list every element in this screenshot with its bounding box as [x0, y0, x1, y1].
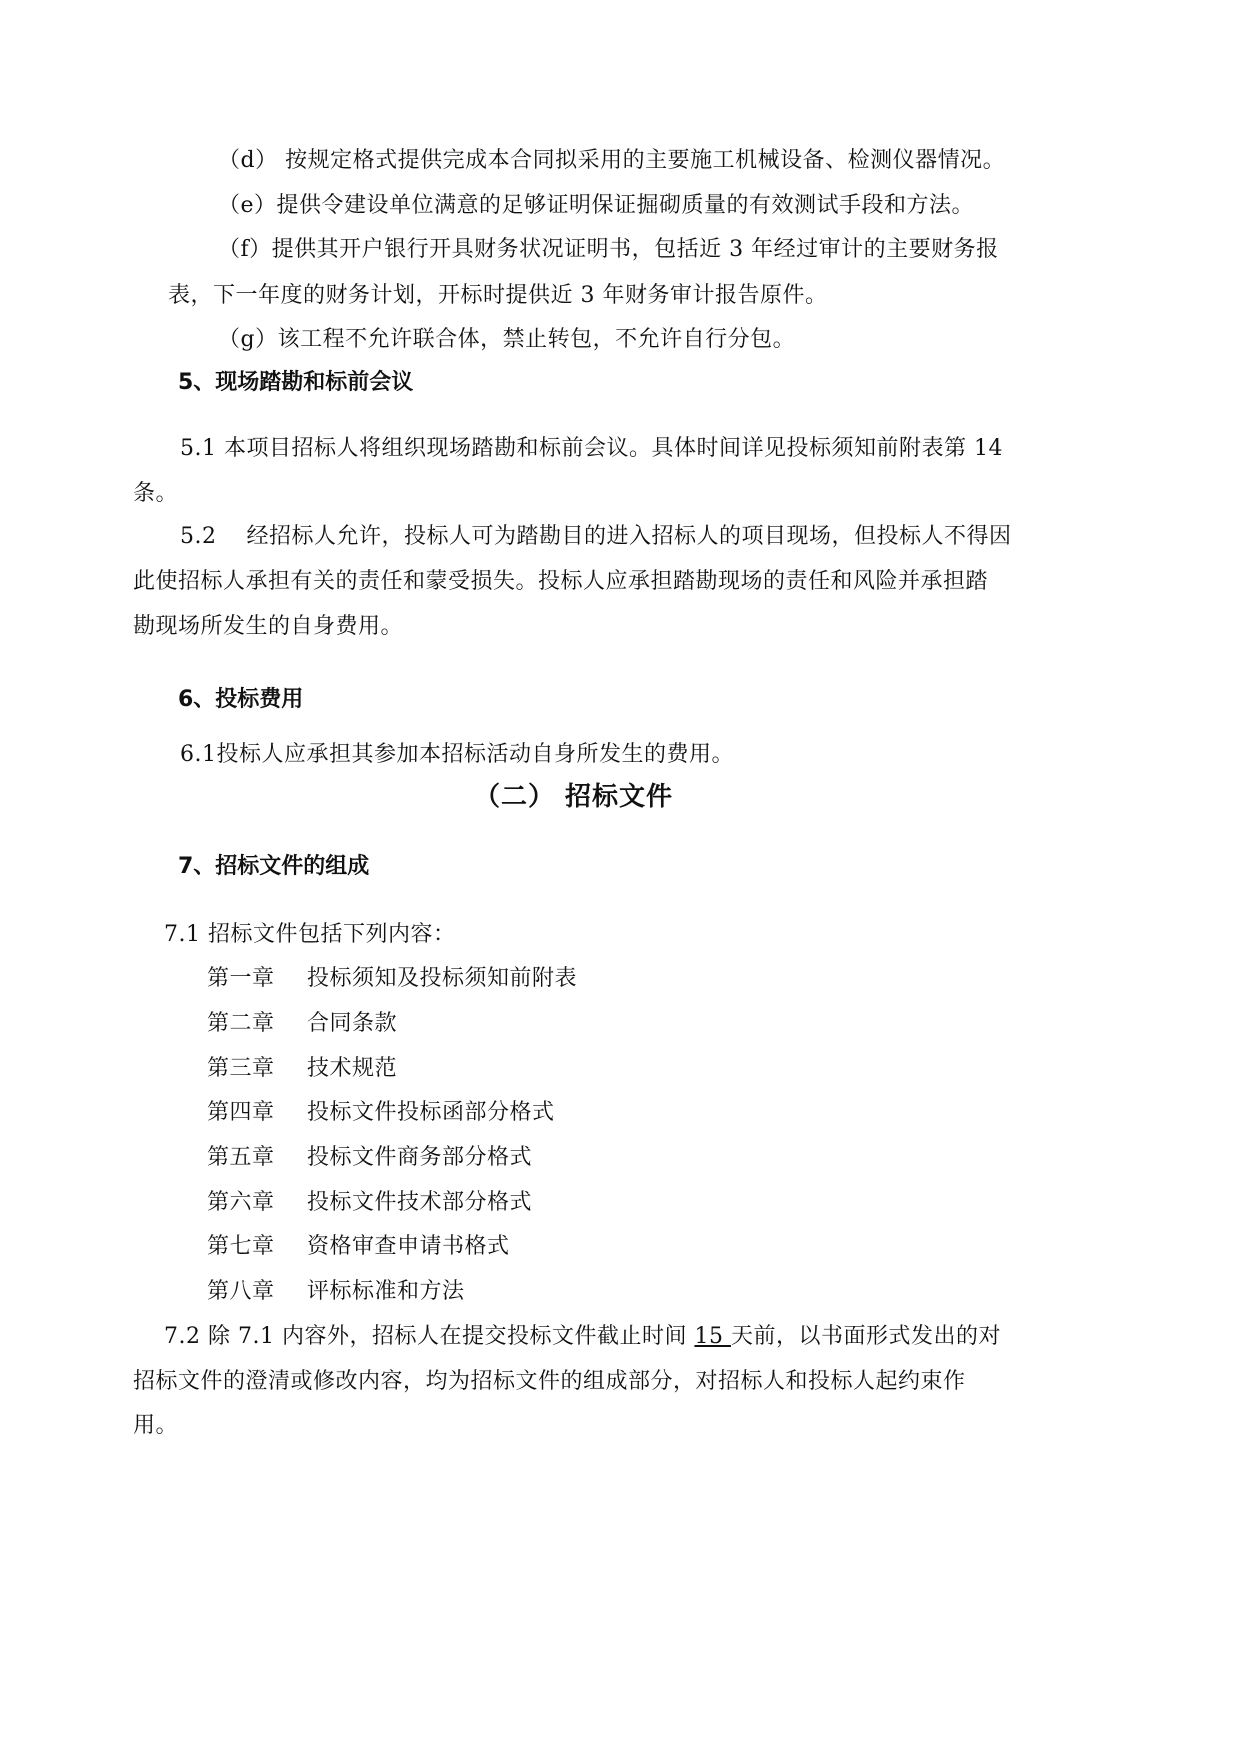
chapter-title: 投标文件技术部分格式 [307, 1190, 533, 1215]
para-7-2-line2: 招标文件的澄清或修改内容，均为招标文件的组成部分，对招标人和投标人起约束作 [133, 1369, 966, 1394]
chapter-list-item [207, 964, 577, 994]
para-7-2-line3: 用。 [133, 1413, 179, 1438]
item-g: （g）该工程不允许联合体，禁止转包，不允许自行分包。 [218, 327, 796, 352]
item-f-line2: 表，下一年度的财务计划，开标时提供近 3 年财务审计报告原件。 [168, 283, 828, 308]
chapter-list-item [207, 1232, 510, 1262]
chapter-number: 第七章 [207, 1234, 275, 1259]
chapter-number: 第一章 [207, 966, 275, 991]
item-e: （e）提供令建设单位满意的足够证明保证掘砌质量的有效测试手段和方法。 [218, 193, 975, 218]
para-5-2-line1: 5.2 经招标人允许，投标人可为踏勘目的进入招标人的项目现场，但投标人不得因 [180, 524, 1012, 549]
para-5-1-line2: 条。 [133, 481, 179, 506]
chapter-title: 合同条款 [307, 1011, 398, 1036]
chapter-number: 第三章 [207, 1056, 275, 1081]
chapter-number: 第五章 [207, 1145, 275, 1170]
para-7-2-text: 天前，以书面形式发出的对 [730, 1324, 1001, 1349]
chapter-number: 第六章 [207, 1190, 275, 1215]
chapter-number: 第二章 [207, 1011, 275, 1036]
para-7-1-intro: 7.1 招标文件包括下列内容： [164, 922, 456, 947]
para-6-1: 6.1投标人应承担其参加本招标活动自身所发生的费用。 [180, 742, 734, 767]
chapter-title: 资格审查申请书格式 [307, 1234, 510, 1259]
deadline-days: 15 [694, 1324, 731, 1349]
para-5-2-line2: 此使招标人承担有关的责任和蒙受损失。投标人应承担踏勘现场的责任和风险并承担踏 [133, 569, 989, 594]
item-f-line1: （f）提供其开户银行开具财务状况证明书，包括近 3 年经过审计的主要财务报 [218, 237, 999, 262]
section-5-heading: 5、现场踏勘和标前会议 [178, 370, 414, 395]
chapter-list-item [207, 1188, 532, 1218]
item-d: （d） 按规定格式提供完成本合同拟采用的主要施工机械设备、检测仪器情况。 [218, 148, 1006, 173]
chapter-list-item [207, 1098, 555, 1128]
chapter-title: 投标文件商务部分格式 [307, 1145, 533, 1170]
chapter-list-item [207, 1009, 397, 1039]
part-2-title: （二） 招标文件 [474, 782, 674, 812]
section-7-heading: 7、招标文件的组成 [178, 854, 370, 879]
chapter-list-item [207, 1277, 465, 1307]
para-7-2-text: 7.2 除 7.1 内容外，招标人在提交投标文件截止时间 [164, 1324, 695, 1349]
chapter-list-item [207, 1143, 532, 1173]
chapter-title: 投标文件投标函部分格式 [307, 1100, 555, 1125]
para-5-1-line1: 5.1 本项目招标人将组织现场踏勘和标前会议。具体时间详见投标须知前附表第 14 [180, 436, 1003, 461]
chapter-number: 第四章 [207, 1100, 275, 1125]
chapter-number: 第八章 [207, 1279, 275, 1304]
section-6-heading: 6、投标费用 [178, 687, 304, 712]
chapter-title: 投标须知及投标须知前附表 [307, 966, 578, 991]
para-5-2-line3: 勘现场所发生的自身费用。 [133, 614, 404, 639]
chapter-title: 技术规范 [307, 1056, 398, 1081]
para-7-2-line1 [164, 1322, 1001, 1352]
chapter-list-item [207, 1054, 397, 1084]
chapter-title: 评标标准和方法 [307, 1279, 465, 1304]
